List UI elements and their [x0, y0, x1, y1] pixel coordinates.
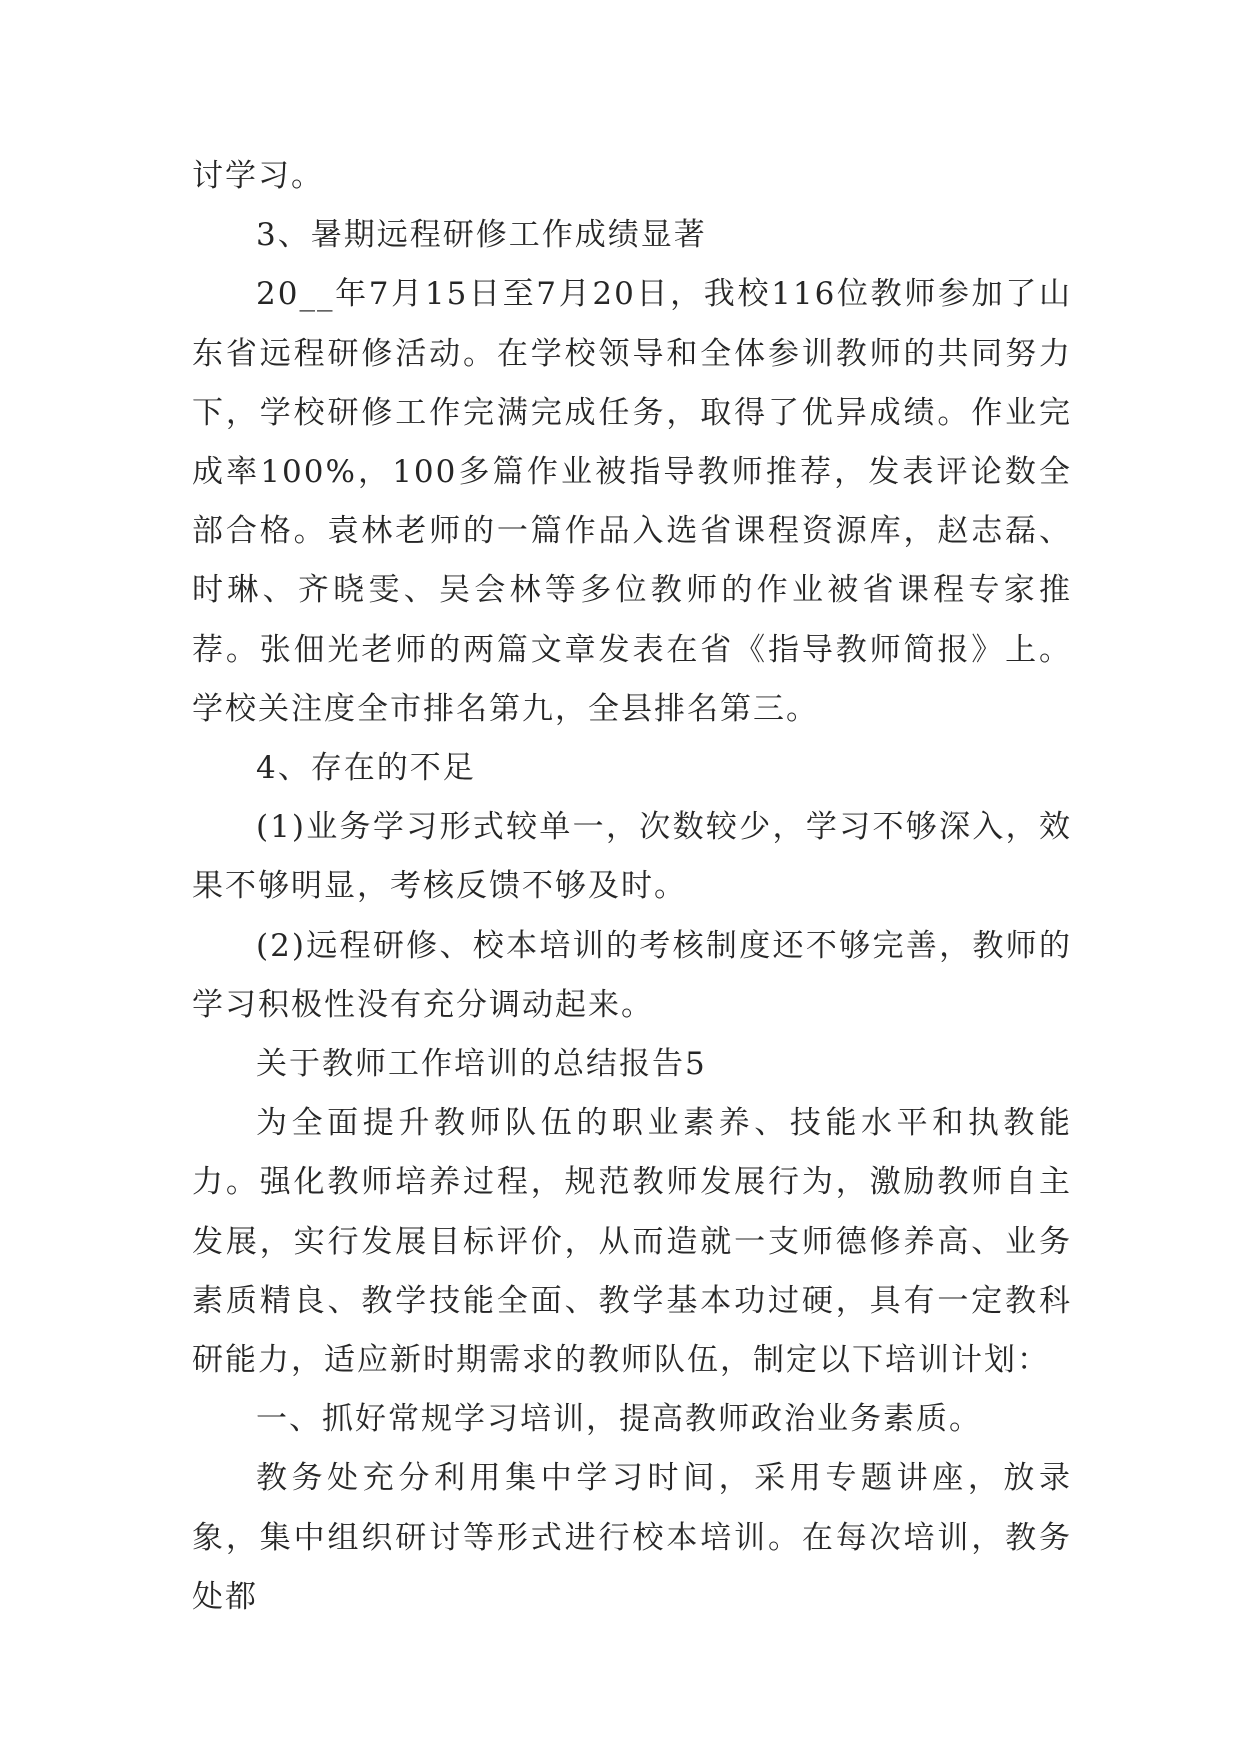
- paragraph-continuation: 讨学习。: [192, 158, 324, 194]
- paragraph-remote-training-details: 20__年7月15日至7月20日，我校116位教师参加了山东省远程研修活动。在学校领导和全体参训教师的共同努力下，学校研修工作完满完成任务，取得了优异成绩。作业完成率100%，100多篇作业被指导教师推荐，发表评论数全部合格。袁林老师的一篇作品入选省课程资源库，赵志磊、时琳、齐晓雯、吴会林等多位教师的作业被省课程专家推荐。张佃光老师的两篇文章发表在省《指导教师简报》上。学校关注度全市排名第九，全县排名第三。: [192, 276, 1072, 727]
- heading-routine-training: 一、抓好常规学习培训，提高教师政治业务素质。: [256, 1401, 982, 1438]
- report-title: 关于教师工作培训的总结报告5: [256, 1046, 707, 1083]
- heading-shortcomings: 4、存在的不足: [256, 750, 476, 787]
- paragraph-routine-training: 教务处充分利用集中学习时间，采用专题讲座，放录象，集中组织研讨等形式进行校本培训。在每次培训，教务处都: [192, 1460, 1072, 1615]
- document-body: [192, 147, 1072, 1627]
- heading-remote-training-results: 3、暑期远程研修工作成绩显著: [256, 217, 707, 254]
- paragraph-shortcoming-2: (2)远程研修、校本培训的考核制度还不够完善，教师的学习积极性没有充分调动起来。: [192, 927, 1072, 1023]
- paragraph-report-intro: 为全面提升教师队伍的职业素养、技能水平和执教能力。强化教师培养过程，规范教师发展行为，激励教师自主发展，实行发展目标评价，从而造就一支师德修养高、业务素质精良、教学技能全面、教学基本功过硬，具有一定教科研能力，适应新时期需求的教师队伍，制定以下培训计划：: [192, 1105, 1072, 1379]
- paragraph-shortcoming-1: (1)业务学习形式较单一，次数较少，学习不够深入，效果不够明显，考核反馈不够及时。: [192, 809, 1072, 905]
